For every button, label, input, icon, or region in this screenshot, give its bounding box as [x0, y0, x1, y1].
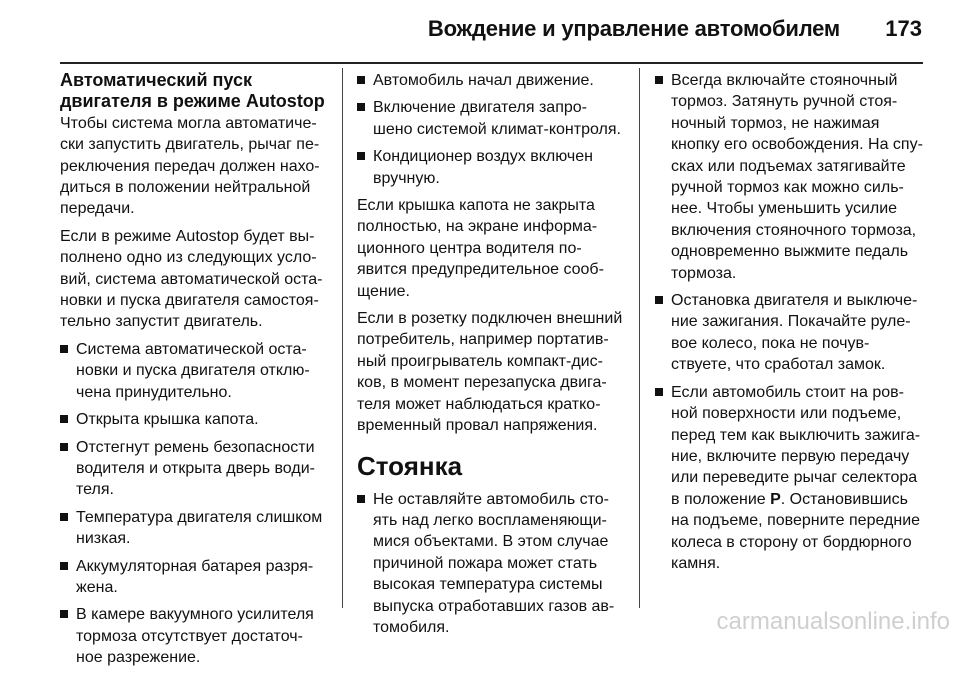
list-item-text: Включение двигателя запро- шено системой климат-контроля.: [373, 99, 621, 138]
bullet-icon: [357, 495, 365, 503]
list-item: [357, 146, 635, 189]
bullet-icon: [60, 443, 68, 451]
bullet-icon: [655, 76, 663, 84]
list-item-text: Температура двигателя слишком низкая.: [76, 508, 323, 548]
list-item-text: Всегда включайте стояночный тормоз. Затянуть ручной стоя- ночный тормоз, не нажимая кнопку его освобождения. На спу- сках или подъемах затягивайте ручной тормоз как можно силь- нее. Чтобы уменьшить усилие включения стояночного тормоза, одновременно выжмите педаль тормоза.: [671, 72, 923, 282]
list-item: [60, 604, 330, 668]
paragraph: Если в розетку подключен внешний потребитель, например портатив- ный проигрыватель компакт-дис- ков, в момент перезапуска двига- теля может наблюдаться кратко- временный провал напряжения.: [357, 310, 623, 435]
bullet-icon: [60, 513, 68, 521]
list-item: [60, 437, 330, 501]
list-item-text: Открыта крышка капота.: [76, 411, 259, 429]
column-divider: [639, 68, 640, 608]
paragraph: Если в режиме Autostop будет вы- полнено одно из следующих усло- вий, система автоматической оста- новки и пуска двигателя самостоя- тельно запустит двигатель.: [60, 227, 323, 331]
page-number: 173: [885, 16, 922, 41]
list-item-text: Если автомобиль стоит на ров- ной поверхности или подъеме, перед тем как выключить зажига- ние, включите первую передачу или переведите рычаг селектора в положение: [671, 383, 921, 508]
list-item-text: Автомобиль начал движение.: [373, 72, 594, 89]
list-item: [655, 290, 930, 376]
header-title: Вождение и управление автомобилем: [427, 16, 840, 41]
parking-list: [655, 70, 930, 574]
list-item-text: . Остановившись на подъеме, поверните передние колеса в сторону от бордюрного камня.: [671, 490, 921, 572]
bullet-icon: [60, 345, 68, 353]
bullet-icon: [357, 152, 365, 160]
list-item-text: Система автоматической оста- новки и пуска двигателя отклю- чена принудительно.: [76, 340, 310, 401]
list-item-text: Аккумуляторная батарея разря- жена.: [76, 557, 314, 596]
bullet-icon: [60, 415, 68, 423]
list-item: [357, 70, 635, 91]
list-item-text: В камере вакуумного усилителя тормоза отсутствует достаточ- ное разрежение.: [76, 606, 314, 667]
list-item: [60, 556, 330, 599]
bullet-icon: [655, 388, 663, 396]
parking-list: [357, 489, 635, 639]
list-item: [60, 409, 330, 430]
autostop-heading: Автоматический пуск двигателя в режиме Autostop: [60, 70, 325, 112]
list-item-text: Кондиционер воздух включен вручную.: [373, 148, 593, 187]
list-item: [60, 507, 330, 550]
list-item-text: Остановка двигателя и выключе- ние зажигания. Покачайте руле- вое колесо, пока не почув- ствуете, что сработал замок.: [671, 292, 918, 374]
watermark: carmanualsonline.info: [716, 608, 950, 635]
column-3: [655, 70, 930, 580]
list-item-text: Не оставляйте автомобиль сто- ять над легко воспламеняющи- мися объектами. В этом случае причиной пожара может стать высокая температура системы выпуска отработавших газов ав- томобиля.: [373, 490, 615, 636]
bullet-icon: [357, 103, 365, 111]
condition-list: [60, 339, 330, 669]
list-item: [357, 97, 635, 140]
parking-heading: Стоянка: [357, 450, 463, 481]
bullet-icon: [655, 296, 663, 304]
list-item: [60, 339, 330, 403]
bullet-icon: [357, 76, 365, 84]
bullet-icon: [60, 610, 68, 618]
page-header: [0, 0, 960, 60]
list-item: [655, 70, 930, 284]
bullet-icon: [60, 562, 68, 570]
gear-position-label: P: [770, 490, 781, 508]
list-item-text: Отстегнут ремень безопасности водителя и открыта дверь води- теля.: [76, 438, 315, 499]
column-2: [357, 70, 635, 644]
paragraph: Чтобы система могла автоматиче- ски запустить двигатель, рычаг пе- реключения передач должен нахо- диться в положении нейтральной передачи.: [60, 114, 320, 218]
list-item: [357, 489, 635, 639]
list-item: [655, 382, 930, 575]
paragraph: Если крышка капота не закрыта полностью, на экране информа- ционного центра водителя по- явится предупредительное сооб- щение.: [357, 197, 604, 300]
column-1: [60, 70, 330, 675]
header-rule: [60, 62, 923, 64]
column-divider: [342, 68, 343, 608]
condition-list: [357, 70, 635, 189]
